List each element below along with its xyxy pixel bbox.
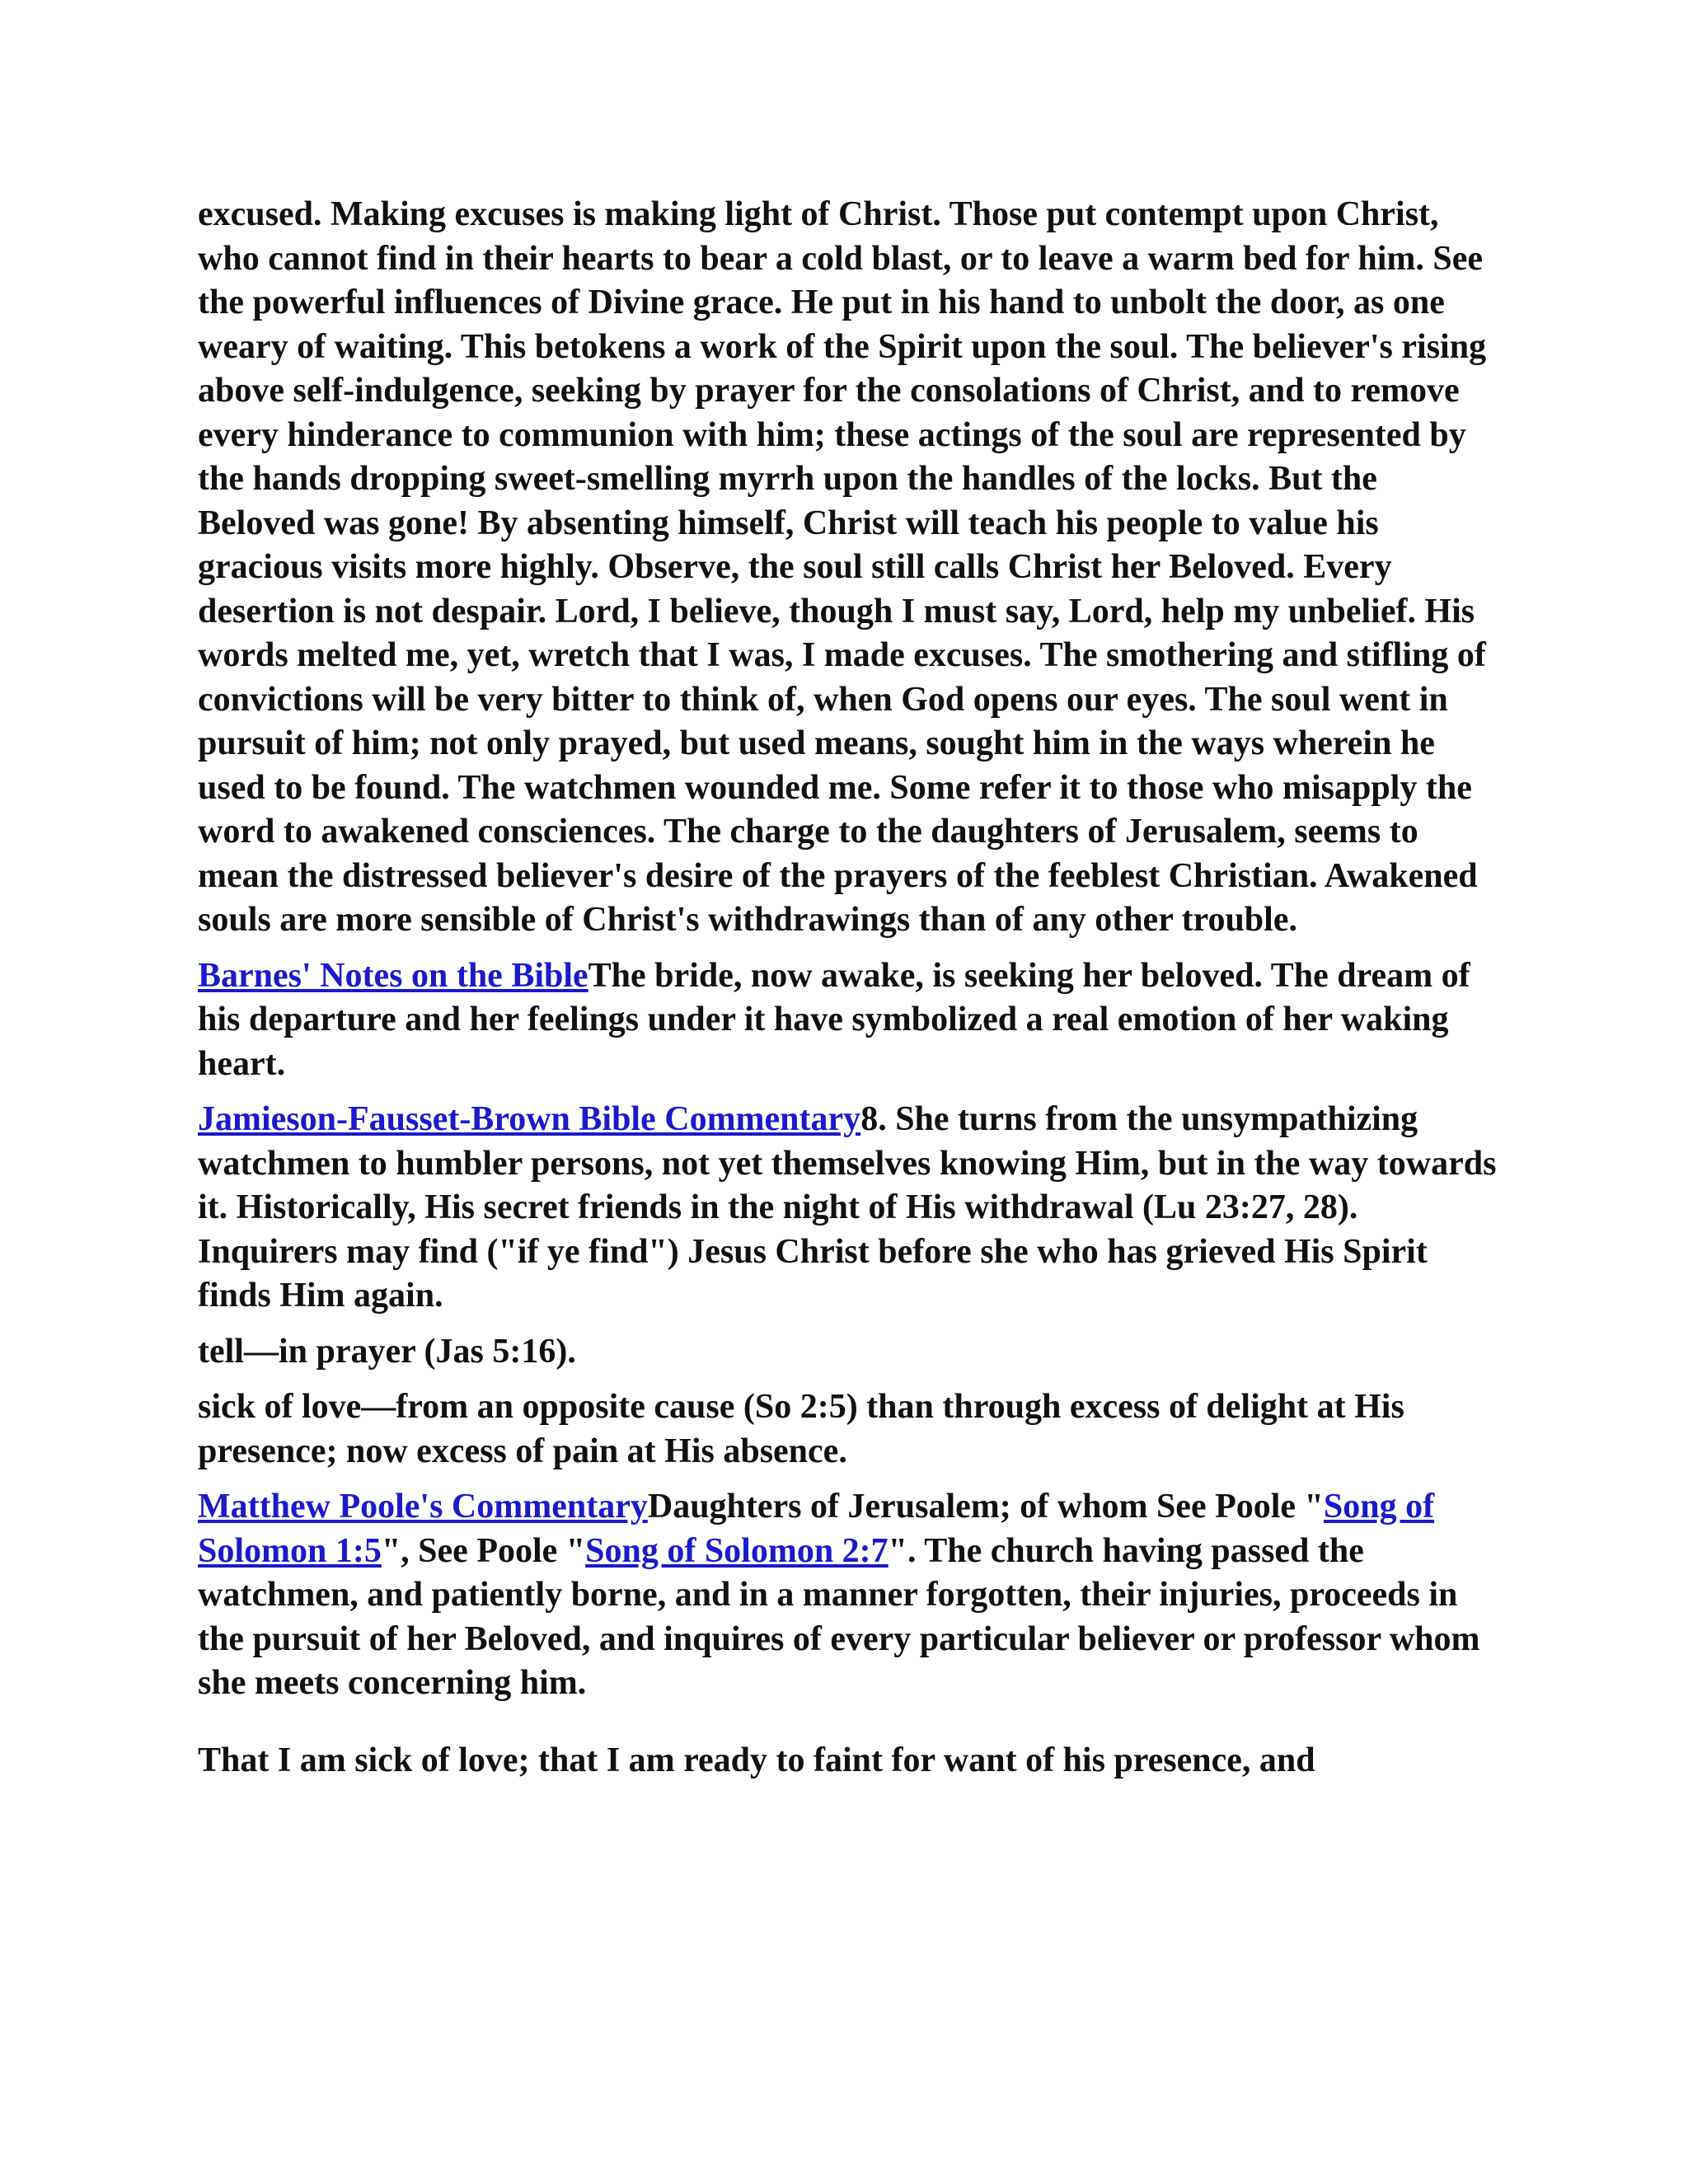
poole-text-3: ". The church having passed the watchmen, and patiently borne, and in a manner forgotten, their injuries, proceeds in the pursuit of her Beloved, and inquires of every particular believer or professor whom she meets concerning him. bbox=[198, 1531, 1480, 1702]
jfb-text: 8. She turns from the unsympathizing watchmen to humbler persons, not yet themselves knowing Him, but in the way towards it. Historically, His secret friends in the night of His withdrawal (Lu 23:27, 28). Inquirers may find ("if ye find") Jesus Christ before she who has grieved His Spirit finds Him again. bbox=[198, 1100, 1497, 1315]
closing-paragraph: That I am sick of love; that I am ready to faint for want of his presence, and bbox=[198, 1741, 1315, 1779]
poole-paragraph bbox=[198, 1485, 1500, 1706]
document-page bbox=[198, 193, 1500, 1794]
barnes-link[interactable]: Barnes' Notes on the Bible bbox=[198, 956, 588, 995]
jfb-paragraph bbox=[198, 1098, 1500, 1319]
barnes-text: The bride, now awake, is seeking her beloved. The dream of his departure and her feelings under it have symbolized a real emotion of her waking heart. bbox=[198, 956, 1470, 1083]
poole-text-2: ", See Poole " bbox=[381, 1531, 586, 1570]
poole-link[interactable]: Matthew Poole's Commentary bbox=[198, 1488, 648, 1526]
jfb-link[interactable]: Jamieson-Fausset-Brown Bible Commentary bbox=[198, 1100, 861, 1138]
poole-ref-song-2-7-link[interactable]: Song of Solomon 2:7 bbox=[585, 1531, 889, 1570]
poole-text-1: Daughters of Jerusalem; of whom See Poole " bbox=[647, 1488, 1324, 1526]
sick-of-love-paragraph: sick of love—from an opposite cause (So 2:5) than through excess of delight at His presence; now excess of pain at His absence. bbox=[198, 1388, 1404, 1470]
poole-ref-song-1-5-link[interactable]: Song of Solomon 1:5 bbox=[198, 1488, 1435, 1570]
barnes-paragraph bbox=[198, 954, 1500, 1087]
tell-paragraph: tell—in prayer (Jas 5:16). bbox=[198, 1332, 576, 1371]
henry-commentary-paragraph: excused. Making excuses is making light of Christ. Those put contempt upon Christ, who cannot find in their hearts to bear a cold blast, or to leave a warm bed for him. See the powerful influences of Divine grace. He put in his hand to unbolt the door, as one weary of waiting. This betokens a work of the Spirit upon the soul. The believer's rising above self-indulgence, seeking by prayer for the consolations of Christ, and to remove every hinderance to communion with him; these actings of the soul are represented by the hands dropping sweet-smelling myrrh upon the handles of the locks. But the Beloved was gone! By absenting himself, Christ will teach his people to value his gracious visits more highly. Observe, the soul still calls Christ her Beloved. Every desertion is not despair. Lord, I believe, though I must say, Lord, help my unbelief. His words melted me, yet, wretch that I was, I made excuses. The smothering and stifling of convictions will be very bitter to think of, when God opens our eyes. The soul went in pursuit of him; not only prayed, but used means, sought him in the ways wherein he used to be found. The watchmen wounded me. Some refer it to those who misapply the word to awakened consciences. The charge to the daughters of Jerusalem, seems to mean the distressed believer's desire of the prayers of the feeblest Christian. Awakened souls are more sensible of Christ's withdrawings than of any other trouble. bbox=[198, 195, 1487, 939]
